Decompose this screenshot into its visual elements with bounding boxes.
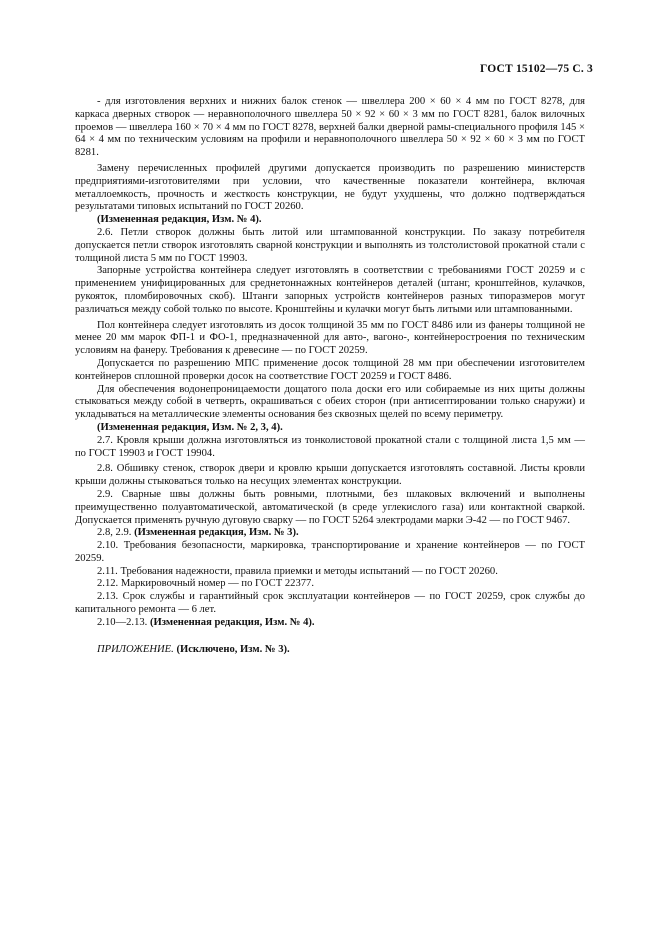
- clause-2-9: 2.9. Сварные швы должны быть ровными, плотными, без шлаковых включений и выполнены преимущественно полуавтоматической, автоматической (в среде углекислого газа) или контактной сваркой. Допускается применять ручную дуговую сварку — по ГОСТ 5264 электродами марки Э-42 — по ГОСТ 9467.: [75, 488, 585, 526]
- amendment-note-2-8-2-9: [75, 527, 585, 540]
- amendment-note: (Измененная редакция, Изм. № 2, 3, 4).: [97, 421, 283, 433]
- clause-2-12: 2.12. Маркировочный номер — по ГОСТ 22377.: [97, 578, 314, 590]
- appendix-label: ПРИЛОЖЕНИЕ.: [97, 643, 174, 655]
- amendment-clauses: 2.10—2.13.: [97, 616, 148, 628]
- paragraph-floor: Пол контейнера следует изготовлять из досок толщиной 35 мм по ГОСТ 8486 или из фанеры толщиной не менее 20 мм марок ФП-1 и ФО-1, предназначенной для авто-, вагоно-, контейнеростроения по техническим условиям на фанеру. Требования к древесине — по ГОСТ 20259.: [75, 319, 585, 357]
- paragraph-locking-devices: Запорные устройства контейнера следует изготовлять в соответствии с требованиями ГОСТ 20259 и с применением унифицированных для среднетоннажных контейнеров деталей (штанг, кронштейнов, кулачков, рукояток, пломбировочных скоб). Штанги запорных устройств контейнеров разных типоразмеров могут различаться между собой только по высоте. Кронштейны и кулачки могут быть литыми или штампованными.: [75, 265, 585, 315]
- clause-2-8: 2.8. Обшивку стенок, створок двери и кровлю крыши допускается изготовлять составной. Листы кровли крыши должны стыковаться только на несущих элементах конструкции.: [75, 463, 585, 488]
- clause-2-10: 2.10. Требования безопасности, маркировка, транспортирование и хранение контейнеров — по ГОСТ 20259.: [75, 540, 585, 564]
- amendment-text: (Измененная редакция, Изм. № 4).: [149, 616, 315, 628]
- page-header: ГОСТ 15102—75 С. 3: [480, 63, 593, 75]
- amendment-note-2-10-2-13: [75, 617, 585, 630]
- paragraph-boards-28mm: Допускается по разрешению МПС применение досок толщиной 28 мм при обеспечении изготовителем контейнеров сплошной проверки досок на соответствие ГОСТ 20259 и ГОСТ 8486.: [75, 357, 585, 382]
- paragraph-waterproofing: Для обеспечения водонепроницаемости дощатого пола доски его или собираемые из них щиты должны стыковаться между собой в четверть, окрашиваться с обеих сторон (при антисептировании только снаружи) и укладываться на металлические элементы основания без сквозных щелей по всему периметру.: [75, 383, 585, 421]
- amendment-clauses: 2.8, 2.9.: [97, 527, 132, 539]
- clause-2-13: 2.13. Срок службы и гарантийный срок эксплуатации контейнеров — по ГОСТ 20259, срок службы до капитального ремонта — 6 лет.: [75, 591, 585, 616]
- clause-2-11: 2.11. Требования надежности, правила приемки и методы испытаний — по ГОСТ 20260.: [97, 565, 498, 577]
- amendment-text: (Измененная редакция, Изм. № 3).: [134, 527, 299, 539]
- paragraph-replacement: Замену перечисленных профилей другими допускается производить по разрешению министерств предприятиями-изготовителями при условии, что качественные показатели контейнера, включая металлоемкость, прочность и жесткость конструкции, не будут ухудшены, что должно подтверждаться результатами типовых испытаний по ГОСТ 20260.: [75, 162, 585, 213]
- appendix-note: [75, 644, 585, 657]
- appendix-status: (Исключено, Изм. № 3).: [176, 643, 290, 655]
- clause-2-6: 2.6. Петли створок должны быть литой или штампованной конструкции. По заказу потребителя допускается петли створок изготовлять сварной конструкции и выполнять из толстолистовой прокатной стали с толщиной листа 5 мм по ГОСТ 19903.: [75, 226, 585, 264]
- document-body: [75, 96, 585, 656]
- paragraph-profiles: - для изготовления верхних и нижних балок стенок — швеллера 200 × 60 × 4 мм по ГОСТ 8278, для каркаса дверных створок — неравнополочного швеллера 50 × 92 × 60 × 3 мм по ГОСТ 8281, балок вилочных проемов — швеллера 160 × 70 × 4 мм по ГОСТ 8278, верхней балки дверной рамы-специального профиля 145 × 64 × 4 мм по техническим условиям на профили и неравнополочного швеллера 50 × 92 × 60 × 3 мм по ГОСТ 8281.: [75, 96, 585, 159]
- amendment-note: (Измененная редакция, Изм. № 4).: [97, 214, 262, 226]
- clause-2-7: 2.7. Кровля крыши должна изготовляться из тонколистовой прокатной стали с толщиной листа 1,5 мм — по ГОСТ 19903 и ГОСТ 19904.: [75, 434, 585, 459]
